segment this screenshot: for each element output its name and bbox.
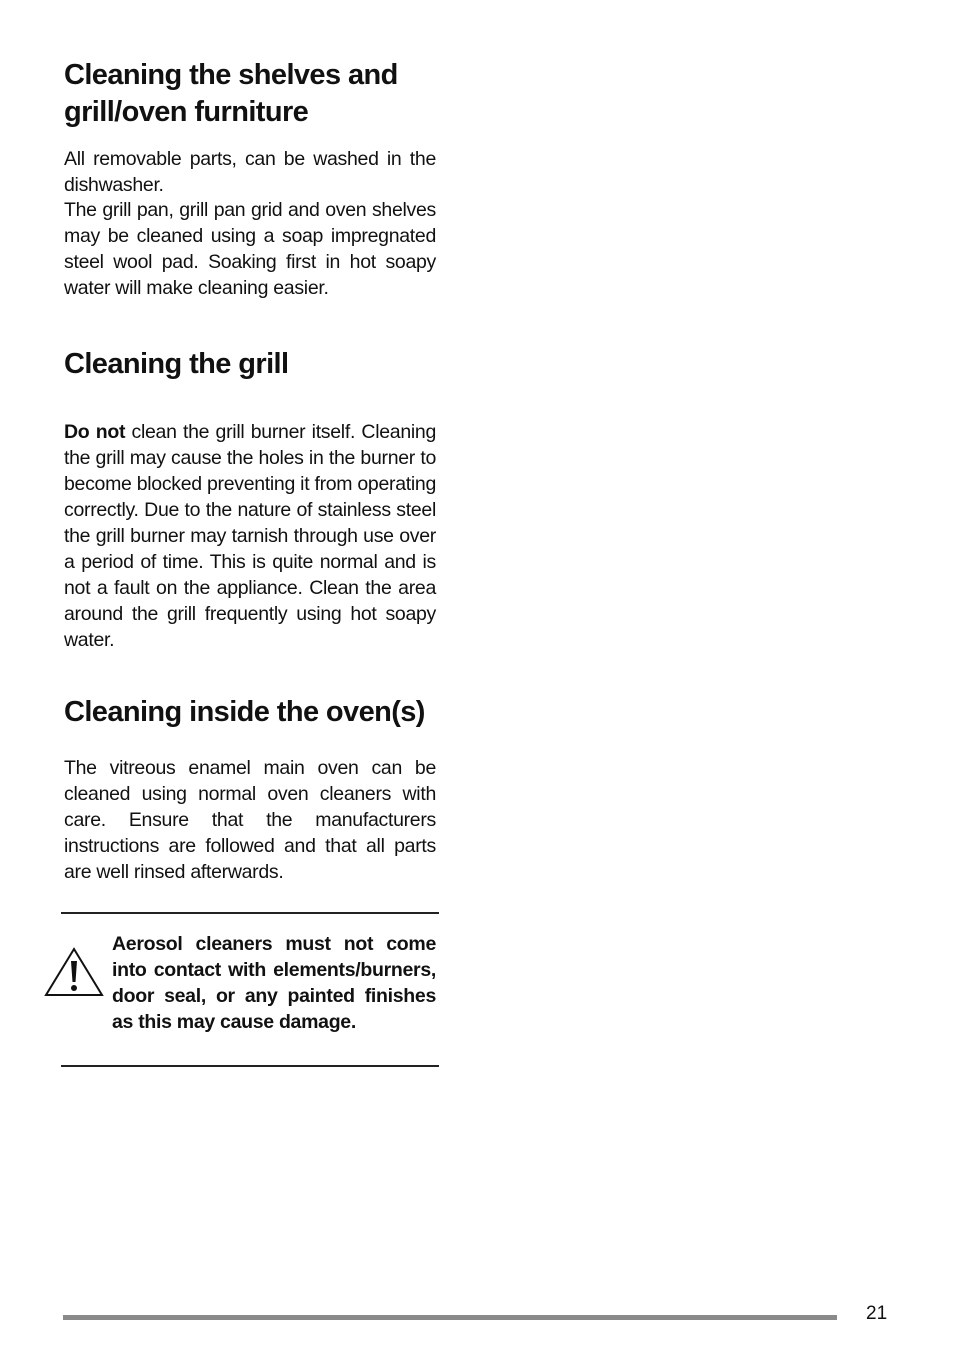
grill-paragraph-body: clean the grill burner itself. Cleaning the grill may cause the holes in the burner to become blocked preventing it from operating correctly. Due to the nature of stainless steel the grill burner may tarnish through use over a period of time. This is quite normal and is not a fault on the appliance. Clean the area around the grill frequently using hot soapy water. <box>64 421 436 651</box>
warning-top-rule <box>61 912 439 914</box>
shelves-paragraph-1: All removable parts, can be washed in the dishwasher. <box>64 148 436 196</box>
do-not-emphasis: Do not <box>64 421 126 443</box>
warning-triangle-icon <box>44 946 104 998</box>
heading-cleaning-grill: Cleaning the grill <box>64 348 289 380</box>
heading-line-2: grill/oven furniture <box>64 96 309 128</box>
footer-bar <box>63 1315 837 1320</box>
warning-bottom-rule <box>61 1065 439 1067</box>
warning-text: Aerosol cleaners must not come into contact with elements/burners, door seal, or any painted finishes as this may cause damage. <box>112 933 436 1033</box>
oven-paragraph: The vitreous enamel main oven can be cleaned using normal oven cleaners with care. Ensure that the manufacturers instructions are followed and that all parts are well rinsed afterwards. <box>64 757 436 883</box>
heading-cleaning-shelves <box>64 57 436 131</box>
grill-paragraph <box>64 419 436 653</box>
heading-cleaning-oven: Cleaning inside the oven(s) <box>64 696 425 728</box>
page-number: 21 <box>866 1303 888 1324</box>
heading-line-1: Cleaning the shelves and <box>64 59 398 91</box>
shelves-paragraph-2: The grill pan, grill pan grid and oven shelves may be cleaned using a soap impregnated steel wool pad. Soaking first in hot soapy water will make cleaning easier. <box>64 199 436 299</box>
